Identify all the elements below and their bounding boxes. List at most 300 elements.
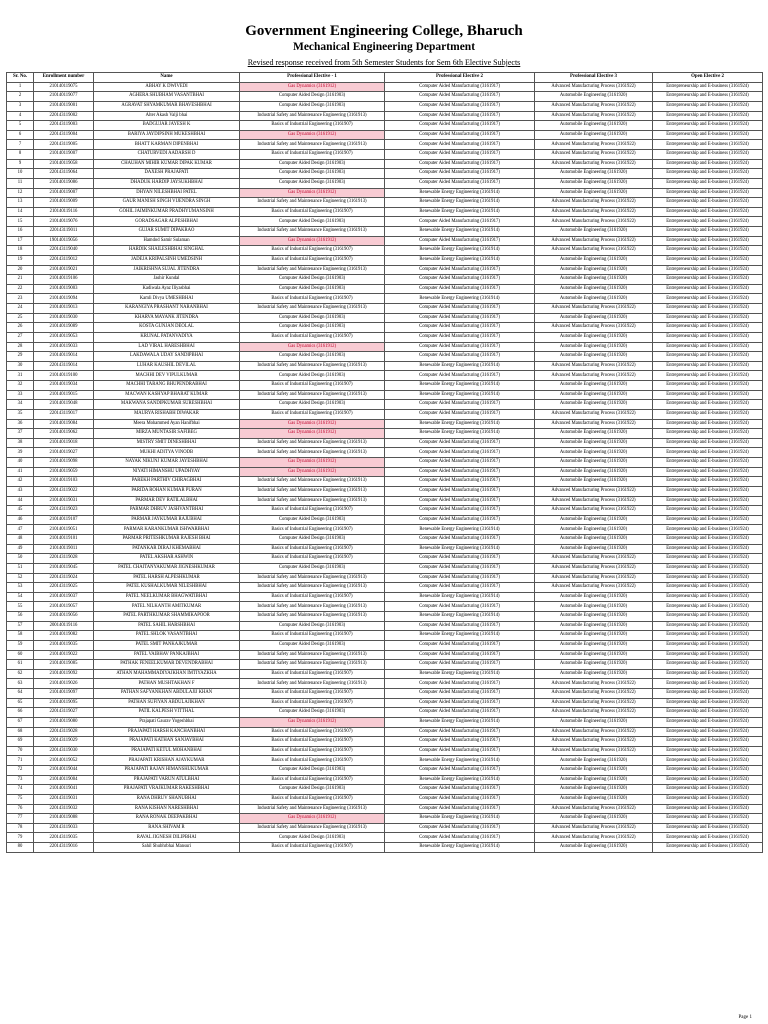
table-row: [7, 823, 763, 833]
name-cell: PATHAN SUFIYAN ABDULAJIKHAN: [94, 698, 240, 708]
elective-1-cell: Basics of Industrial Engineering (3161907): [240, 381, 385, 391]
elective-2-cell: Computer Aided Manufacturing (3161917): [385, 708, 535, 718]
sr-no-cell: 19: [7, 255, 34, 265]
elective-2-cell: Computer Aided Manufacturing (3161917): [385, 737, 535, 747]
elective-2-cell: Computer Aided Manufacturing (3161917): [385, 621, 535, 631]
enrollment-cell: 210140119095: [34, 698, 94, 708]
sr-no-cell: 11: [7, 178, 34, 188]
elective-3-cell: Automobile Engineering (3161920): [535, 477, 653, 487]
table-row: [7, 775, 763, 785]
enrollment-cell: 210140119001: [34, 101, 94, 111]
sr-no-cell: 30: [7, 361, 34, 371]
name-cell: PRAJAPATI RAJAN HIMANSHUKUMAR: [94, 766, 240, 776]
table-row: [7, 101, 763, 111]
table-row: [7, 592, 763, 602]
enrollment-cell: 210140119015: [34, 390, 94, 400]
elective-3-cell: Automobile Engineering (3161920): [535, 265, 653, 275]
name-cell: PATEL AKSHAR ASHWIN: [94, 554, 240, 564]
elective-3-cell: Automobile Engineering (3161920): [535, 458, 653, 468]
table-body: [7, 82, 763, 852]
sr-no-cell: 69: [7, 737, 34, 747]
elective-1-cell: Basics of Industrial Engineering (3161907): [240, 698, 385, 708]
elective-3-cell: Advanced Manufacturing Process (3161922): [535, 198, 653, 208]
name-cell: BADGUJAR JAYESH K: [94, 121, 240, 131]
elective-1-cell: Basics of Industrial Engineering (3161907): [240, 294, 385, 304]
college-title: Government Engineering College, Bharuch: [245, 23, 523, 39]
sr-no-cell: 57: [7, 621, 34, 631]
sr-no-cell: 44: [7, 496, 34, 506]
elective-1-cell: Computer Aided Design (3161903): [240, 352, 385, 362]
elective-3-cell: Automobile Engineering (3161920): [535, 535, 653, 545]
elective-1-cell: Industrial Safety and Maintenance Engineering (3161913): [240, 804, 385, 814]
elective-3-cell: Automobile Engineering (3161920): [535, 92, 653, 102]
elective-3-cell: Advanced Manufacturing Process (3161922): [535, 82, 653, 92]
table-row: [7, 573, 763, 583]
name-cell: ATHAN MAHAMMADIYAJKHAN IMTIYAZKHA: [94, 669, 240, 679]
open-elective-cell: Entrepreneurship and E-business (3161924): [653, 265, 763, 275]
elective-2-cell: Computer Aided Manufacturing (3161917): [385, 169, 535, 179]
elective-3-cell: Advanced Manufacturing Process (3161922): [535, 689, 653, 699]
open-elective-cell: Entrepreneurship and E-business (3161924): [653, 486, 763, 496]
elective-response-table: [6, 72, 763, 853]
elective-1-cell: Gas Dynamics (3161912): [240, 419, 385, 429]
enrollment-cell: 210140119007: [34, 150, 94, 160]
open-elective-cell: Entrepreneurship and E-business (3161924): [653, 669, 763, 679]
sr-no-cell: 32: [7, 381, 34, 391]
elective-2-cell: Computer Aided Manufacturing (3161917): [385, 438, 535, 448]
elective-1-cell: Basics of Industrial Engineering (3161907): [240, 207, 385, 217]
sr-no-cell: 54: [7, 592, 34, 602]
elective-3-cell: Advanced Manufacturing Process (3161922): [535, 236, 653, 246]
sr-no-cell: 22: [7, 284, 34, 294]
open-elective-cell: Entrepreneurship and E-business (3161924): [653, 255, 763, 265]
table-row: [7, 419, 763, 429]
elective-1-cell: Basics of Industrial Engineering (3161907): [240, 255, 385, 265]
elective-3-cell: Automobile Engineering (3161920): [535, 438, 653, 448]
elective-2-cell: Computer Aided Manufacturing (3161917): [385, 342, 535, 352]
elective-2-cell: Computer Aided Manufacturing (3161917): [385, 602, 535, 612]
sr-no-cell: 60: [7, 650, 34, 660]
elective-1-cell: Industrial Safety and Maintenance Engineering (3161913): [240, 679, 385, 689]
elective-1-cell: Industrial Safety and Maintenance Engineering (3161913): [240, 198, 385, 208]
sr-no-cell: 46: [7, 515, 34, 525]
elective-2-cell: Renewable Energy Engineering (3161914): [385, 756, 535, 766]
table-row: [7, 458, 763, 468]
enrollment-cell: 210140119007: [34, 188, 94, 198]
elective-2-cell: Renewable Energy Engineering (3161914): [385, 198, 535, 208]
open-elective-cell: Entrepreneurship and E-business (3161924): [653, 342, 763, 352]
table-row: [7, 794, 763, 804]
name-cell: RANA RONAK DEEPAKBHAI: [94, 814, 240, 824]
elective-1-cell: Computer Aided Design (3161903): [240, 563, 385, 573]
enrollment-cell: 220143119012: [34, 255, 94, 265]
open-elective-cell: Entrepreneurship and E-business (3161924): [653, 429, 763, 439]
sr-no-cell: 70: [7, 746, 34, 756]
elective-1-cell: Industrial Safety and Maintenance Engineering (3161913): [240, 496, 385, 506]
elective-1-cell: Gas Dynamics (3161912): [240, 188, 385, 198]
elective-3-cell: Automobile Engineering (3161920): [535, 284, 653, 294]
table-row: [7, 342, 763, 352]
elective-3-cell: Advanced Manufacturing Process (3161922): [535, 746, 653, 756]
elective-2-cell: Computer Aided Manufacturing (3161917): [385, 515, 535, 525]
table-row: [7, 506, 763, 516]
name-cell: Kadiwala Ayaz Iliyasbhai: [94, 284, 240, 294]
name-cell: PRAJAPATI HARSH KANCHANBHAI: [94, 727, 240, 737]
elective-2-cell: Computer Aided Manufacturing (3161917): [385, 217, 535, 227]
sr-no-cell: 56: [7, 612, 34, 622]
name-cell: MACHHI DEV VIPULKUMAR: [94, 371, 240, 381]
enrollment-cell: 210140119048: [34, 400, 94, 410]
table-row: [7, 111, 763, 121]
name-cell: Hamdod Samir Sulaman: [94, 236, 240, 246]
elective-3-cell: Automobile Engineering (3161920): [535, 621, 653, 631]
elective-1-cell: Gas Dynamics (3161912): [240, 342, 385, 352]
table-row: [7, 477, 763, 487]
sr-no-cell: 55: [7, 602, 34, 612]
sr-no-cell: 76: [7, 804, 34, 814]
table-row: [7, 438, 763, 448]
elective-3-cell: Advanced Manufacturing Process (3161922): [535, 486, 653, 496]
enrollment-cell: 210140119080: [34, 717, 94, 727]
sr-no-cell: 51: [7, 563, 34, 573]
sr-no-cell: 79: [7, 833, 34, 843]
sr-no-cell: 65: [7, 698, 34, 708]
elective-2-cell: Renewable Energy Engineering (3161914): [385, 814, 535, 824]
elective-3-cell: Automobile Engineering (3161920): [535, 294, 653, 304]
elective-2-cell: Computer Aided Manufacturing (3161917): [385, 486, 535, 496]
elective-3-cell: Automobile Engineering (3161920): [535, 794, 653, 804]
table-row: [7, 227, 763, 237]
elective-2-cell: Renewable Energy Engineering (3161914): [385, 612, 535, 622]
open-elective-cell: Entrepreneurship and E-business (3161924): [653, 246, 763, 256]
elective-3-cell: Advanced Manufacturing Process (3161922): [535, 496, 653, 506]
elective-3-cell: Automobile Engineering (3161920): [535, 631, 653, 641]
enrollment-cell: 210140119052: [34, 756, 94, 766]
name-cell: PATIL KALPESH VITTHAL: [94, 708, 240, 718]
elective-1-cell: Industrial Safety and Maintenance Engineering (3161913): [240, 583, 385, 593]
elective-3-cell: Advanced Manufacturing Process (3161922): [535, 409, 653, 419]
table-row: [7, 390, 763, 400]
elective-2-cell: Computer Aided Manufacturing (3161917): [385, 689, 535, 699]
enrollment-cell: 220143119003: [34, 121, 94, 131]
table-row: [7, 515, 763, 525]
elective-3-cell: Advanced Manufacturing Process (3161922): [535, 679, 653, 689]
table-row: [7, 669, 763, 679]
elective-3-cell: Advanced Manufacturing Process (3161922): [535, 727, 653, 737]
open-elective-cell: Entrepreneurship and E-business (3161924): [653, 275, 763, 285]
sr-no-cell: 67: [7, 717, 34, 727]
enrollment-cell: 210140119116: [34, 207, 94, 217]
elective-1-cell: Basics of Industrial Engineering (3161907): [240, 592, 385, 602]
open-elective-cell: Entrepreneurship and E-business (3161924): [653, 785, 763, 795]
open-elective-cell: Entrepreneurship and E-business (3161924): [653, 544, 763, 554]
enrollment-cell: 210140119089: [34, 323, 94, 333]
open-elective-cell: Entrepreneurship and E-business (3161924): [653, 631, 763, 641]
elective-3-cell: Automobile Engineering (3161920): [535, 255, 653, 265]
open-elective-cell: Entrepreneurship and E-business (3161924): [653, 92, 763, 102]
elective-3-cell: Advanced Manufacturing Process (3161922): [535, 563, 653, 573]
elective-2-cell: Computer Aided Manufacturing (3161917): [385, 92, 535, 102]
elective-2-cell: Computer Aided Manufacturing (3161917): [385, 121, 535, 131]
elective-1-cell: Industrial Safety and Maintenance Engineering (3161913): [240, 438, 385, 448]
name-cell: JADEJA KRIPALSINH UMEDSINH: [94, 255, 240, 265]
sr-no-cell: 34: [7, 400, 34, 410]
open-elective-cell: Entrepreneurship and E-business (3161924): [653, 332, 763, 342]
elective-3-cell: Automobile Engineering (3161920): [535, 756, 653, 766]
name-cell: NIYATI HIMANSHU UPADHYAY: [94, 467, 240, 477]
name-cell: PARMAR DHRUV JASHVANTBHAI: [94, 506, 240, 516]
elective-1-cell: Computer Aided Design (3161903): [240, 400, 385, 410]
elective-1-cell: Basics of Industrial Engineering (3161907): [240, 150, 385, 160]
name-cell: AGHERA SHUBHAM VASANTBHAI: [94, 92, 240, 102]
elective-1-cell: Computer Aided Design (3161903): [240, 371, 385, 381]
enrollment-cell: 220143119025: [34, 583, 94, 593]
open-elective-cell: Entrepreneurship and E-business (3161924): [653, 583, 763, 593]
sr-no-cell: 14: [7, 207, 34, 217]
elective-2-cell: Renewable Energy Engineering (3161914): [385, 361, 535, 371]
table-row: [7, 159, 763, 169]
open-elective-cell: Entrepreneurship and E-business (3161924): [653, 304, 763, 314]
open-elective-cell: Entrepreneurship and E-business (3161924): [653, 592, 763, 602]
enrollment-cell: 210140119106: [34, 275, 94, 285]
open-elective-cell: Entrepreneurship and E-business (3161924): [653, 159, 763, 169]
name-cell: DHYAN NILESHBHAI PATEL: [94, 188, 240, 198]
sr-no-cell: 31: [7, 371, 34, 381]
name-cell: BHATT KARMAN DIPENBHAI: [94, 140, 240, 150]
enrollment-cell: 220143119002: [34, 111, 94, 121]
enrollment-cell: 210140119103: [34, 477, 94, 487]
name-cell: PAREKH PARTHIV CHIRAGBHAI: [94, 477, 240, 487]
elective-2-cell: Computer Aided Manufacturing (3161917): [385, 82, 535, 92]
name-cell: DAXESH PRAJAPATI: [94, 169, 240, 179]
enrollment-cell: 210140119076: [34, 217, 94, 227]
elective-3-cell: Automobile Engineering (3161920): [535, 515, 653, 525]
elective-1-cell: Industrial Safety and Maintenance Engineering (3161913): [240, 111, 385, 121]
name-cell: GOHIL JAIMINKUMAR PRADHYUMANSINH: [94, 207, 240, 217]
table-row: [7, 525, 763, 535]
elective-1-cell: Computer Aided Design (3161903): [240, 708, 385, 718]
elective-1-cell: Gas Dynamics (3161912): [240, 458, 385, 468]
table-row: [7, 746, 763, 756]
elective-3-cell: Advanced Manufacturing Process (3161922): [535, 506, 653, 516]
name-cell: Meera Mohammed Ayan Hanifbhai: [94, 419, 240, 429]
elective-2-cell: Computer Aided Manufacturing (3161917): [385, 159, 535, 169]
elective-3-cell: Automobile Engineering (3161920): [535, 650, 653, 660]
name-cell: Alter Akash Valji bhai: [94, 111, 240, 121]
elective-3-cell: Automobile Engineering (3161920): [535, 332, 653, 342]
open-elective-cell: Entrepreneurship and E-business (3161924): [653, 727, 763, 737]
open-elective-cell: Entrepreneurship and E-business (3161924): [653, 178, 763, 188]
table-row: [7, 727, 763, 737]
open-elective-cell: Entrepreneurship and E-business (3161924): [653, 833, 763, 843]
open-elective-cell: Entrepreneurship and E-business (3161924): [653, 381, 763, 391]
name-cell: CHAUHAN MIHIR KUMAR DIPAK KUMAR: [94, 159, 240, 169]
elective-2-cell: Computer Aided Manufacturing (3161917): [385, 284, 535, 294]
elective-3-cell: Automobile Engineering (3161920): [535, 130, 653, 140]
elective-1-cell: Computer Aided Design (3161903): [240, 101, 385, 111]
name-cell: PARMAR KARANKUMAR ISHWARBHAI: [94, 525, 240, 535]
table-row: [7, 236, 763, 246]
column-header-enrollment: Enrollment number: [34, 73, 94, 83]
open-elective-cell: Entrepreneurship and E-business (3161924): [653, 746, 763, 756]
enrollment-cell: 210140119084: [34, 419, 94, 429]
elective-3-cell: Automobile Engineering (3161920): [535, 188, 653, 198]
enrollment-cell: 210140119088: [34, 814, 94, 824]
enrollment-cell: 220143119028: [34, 727, 94, 737]
name-cell: PRAJAPATI KATHAN SANJAYBHAI: [94, 737, 240, 747]
elective-3-cell: Advanced Manufacturing Process (3161922): [535, 554, 653, 564]
sr-no-cell: 71: [7, 756, 34, 766]
open-elective-cell: Entrepreneurship and E-business (3161924): [653, 506, 763, 516]
open-elective-cell: Entrepreneurship and E-business (3161924): [653, 458, 763, 468]
table-row: [7, 150, 763, 160]
table-row: [7, 409, 763, 419]
name-cell: PARIDA ROHAN KUMAR PURAN: [94, 486, 240, 496]
elective-3-cell: Automobile Engineering (3161920): [535, 178, 653, 188]
table-row: [7, 621, 763, 631]
open-elective-cell: Entrepreneurship and E-business (3161924): [653, 284, 763, 294]
enrollment-cell: 210140119085: [34, 660, 94, 670]
elective-3-cell: Automobile Engineering (3161920): [535, 669, 653, 679]
table-row: [7, 92, 763, 102]
elective-1-cell: Basics of Industrial Engineering (3161907): [240, 689, 385, 699]
open-elective-cell: Entrepreneurship and E-business (3161924): [653, 169, 763, 179]
elective-3-cell: Advanced Manufacturing Process (3161922): [535, 159, 653, 169]
elective-1-cell: Basics of Industrial Engineering (3161907): [240, 525, 385, 535]
elective-1-cell: Industrial Safety and Maintenance Engineering (3161913): [240, 304, 385, 314]
table-row: [7, 121, 763, 131]
enrollment-cell: 210140119092: [34, 669, 94, 679]
open-elective-cell: Entrepreneurship and E-business (3161924): [653, 563, 763, 573]
elective-1-cell: Computer Aided Design (3161903): [240, 159, 385, 169]
enrollment-cell: 210140119051: [34, 525, 94, 535]
enrollment-cell: 210140119044: [34, 766, 94, 776]
sr-no-cell: 42: [7, 477, 34, 487]
elective-2-cell: Computer Aided Manufacturing (3161917): [385, 833, 535, 843]
elective-2-cell: Computer Aided Manufacturing (3161917): [385, 448, 535, 458]
enrollment-cell: 210140119021: [34, 265, 94, 275]
elective-2-cell: Renewable Energy Engineering (3161914): [385, 717, 535, 727]
elective-2-cell: Computer Aided Manufacturing (3161917): [385, 236, 535, 246]
enrollment-cell: 210140119098: [34, 458, 94, 468]
open-elective-cell: Entrepreneurship and E-business (3161924): [653, 535, 763, 545]
open-elective-cell: Entrepreneurship and E-business (3161924): [653, 111, 763, 121]
elective-1-cell: Basics of Industrial Engineering (3161907): [240, 409, 385, 419]
elective-2-cell: Renewable Energy Engineering (3161914): [385, 775, 535, 785]
sr-no-cell: 62: [7, 669, 34, 679]
column-header-open-elective: Open Elective 2: [653, 73, 763, 83]
enrollment-cell: 220143119033: [34, 823, 94, 833]
elective-2-cell: Computer Aided Manufacturing (3161917): [385, 804, 535, 814]
open-elective-cell: Entrepreneurship and E-business (3161924): [653, 823, 763, 833]
sr-no-cell: 24: [7, 304, 34, 314]
table-row: [7, 188, 763, 198]
name-cell: MUKHI ADITYA VINODB: [94, 448, 240, 458]
open-elective-cell: Entrepreneurship and E-business (3161924): [653, 698, 763, 708]
open-elective-cell: Entrepreneurship and E-business (3161924): [653, 361, 763, 371]
elective-1-cell: Computer Aided Design (3161903): [240, 640, 385, 650]
sr-no-cell: 3: [7, 101, 34, 111]
elective-2-cell: Renewable Energy Engineering (3161914): [385, 429, 535, 439]
sr-no-cell: 27: [7, 332, 34, 342]
name-cell: MACWAN KASHYAP BHARAT KUMAR: [94, 390, 240, 400]
name-cell: CHATURVEDI AADARSH D: [94, 150, 240, 160]
elective-1-cell: Computer Aided Design (3161903): [240, 515, 385, 525]
enrollment-cell: 220143119029: [34, 737, 94, 747]
table-row: [7, 756, 763, 766]
elective-1-cell: Industrial Safety and Maintenance Engineering (3161913): [240, 448, 385, 458]
column-header-elective-3: Professional Elective 3: [535, 73, 653, 83]
name-cell: GUJAR SUMIT DIPAKRAO: [94, 227, 240, 237]
sr-no-cell: 68: [7, 727, 34, 737]
sr-no-cell: 13: [7, 198, 34, 208]
table-row: [7, 785, 763, 795]
elective-1-cell: Basics of Industrial Engineering (3161907): [240, 669, 385, 679]
elective-3-cell: Automobile Engineering (3161920): [535, 429, 653, 439]
open-elective-cell: Entrepreneurship and E-business (3161924): [653, 227, 763, 237]
table-row: [7, 689, 763, 699]
open-elective-cell: Entrepreneurship and E-business (3161924): [653, 438, 763, 448]
elective-2-cell: Computer Aided Manufacturing (3161917): [385, 727, 535, 737]
elective-3-cell: Advanced Manufacturing Process (3161922): [535, 101, 653, 111]
elective-3-cell: Automobile Engineering (3161920): [535, 169, 653, 179]
elective-1-cell: Computer Aided Design (3161903): [240, 323, 385, 333]
elective-2-cell: Computer Aided Manufacturing (3161917): [385, 640, 535, 650]
sr-no-cell: 61: [7, 660, 34, 670]
sr-no-cell: 66: [7, 708, 34, 718]
column-header-name: Name: [94, 73, 240, 83]
sr-no-cell: 25: [7, 313, 34, 323]
enrollment-cell: 220143119011: [34, 227, 94, 237]
name-cell: PATHAK FENEELKUMAR DEVENDRABHAI: [94, 660, 240, 670]
enrollment-cell: 220143119017: [34, 409, 94, 419]
name-cell: PATEL PARTHKUMAR SHAMMIKAPOOR: [94, 612, 240, 622]
elective-3-cell: Automobile Engineering (3161920): [535, 602, 653, 612]
sr-no-cell: 72: [7, 766, 34, 776]
enrollment-cell: 210140119011: [34, 544, 94, 554]
open-elective-cell: Entrepreneurship and E-business (3161924): [653, 150, 763, 160]
elective-1-cell: Basics of Industrial Engineering (3161907): [240, 332, 385, 342]
elective-1-cell: Gas Dynamics (3161912): [240, 814, 385, 824]
elective-3-cell: Automobile Engineering (3161920): [535, 785, 653, 795]
elective-1-cell: Gas Dynamics (3161912): [240, 467, 385, 477]
elective-3-cell: Automobile Engineering (3161920): [535, 843, 653, 853]
open-elective-cell: Entrepreneurship and E-business (3161924): [653, 708, 763, 718]
elective-1-cell: Industrial Safety and Maintenance Engineering (3161913): [240, 650, 385, 660]
sr-no-cell: 20: [7, 265, 34, 275]
table-row: [7, 804, 763, 814]
elective-3-cell: Advanced Manufacturing Process (3161922): [535, 217, 653, 227]
open-elective-cell: Entrepreneurship and E-business (3161924): [653, 804, 763, 814]
elective-2-cell: Computer Aided Manufacturing (3161917): [385, 313, 535, 323]
open-elective-cell: Entrepreneurship and E-business (3161924): [653, 140, 763, 150]
sr-no-cell: 16: [7, 227, 34, 237]
elective-2-cell: Computer Aided Manufacturing (3161917): [385, 371, 535, 381]
open-elective-cell: Entrepreneurship and E-business (3161924): [653, 689, 763, 699]
open-elective-cell: Entrepreneurship and E-business (3161924): [653, 467, 763, 477]
enrollment-cell: 220143119014: [34, 361, 94, 371]
open-elective-cell: Entrepreneurship and E-business (3161924): [653, 573, 763, 583]
table-row: [7, 717, 763, 727]
table-row: [7, 361, 763, 371]
enrollment-cell: 210140119034: [34, 381, 94, 391]
name-cell: Kamli Divya UMESHBHAI: [94, 294, 240, 304]
elective-1-cell: Computer Aided Design (3161903): [240, 92, 385, 102]
sr-no-cell: 18: [7, 246, 34, 256]
open-elective-cell: Entrepreneurship and E-business (3161924): [653, 188, 763, 198]
sr-no-cell: 49: [7, 544, 34, 554]
table-row: [7, 737, 763, 747]
